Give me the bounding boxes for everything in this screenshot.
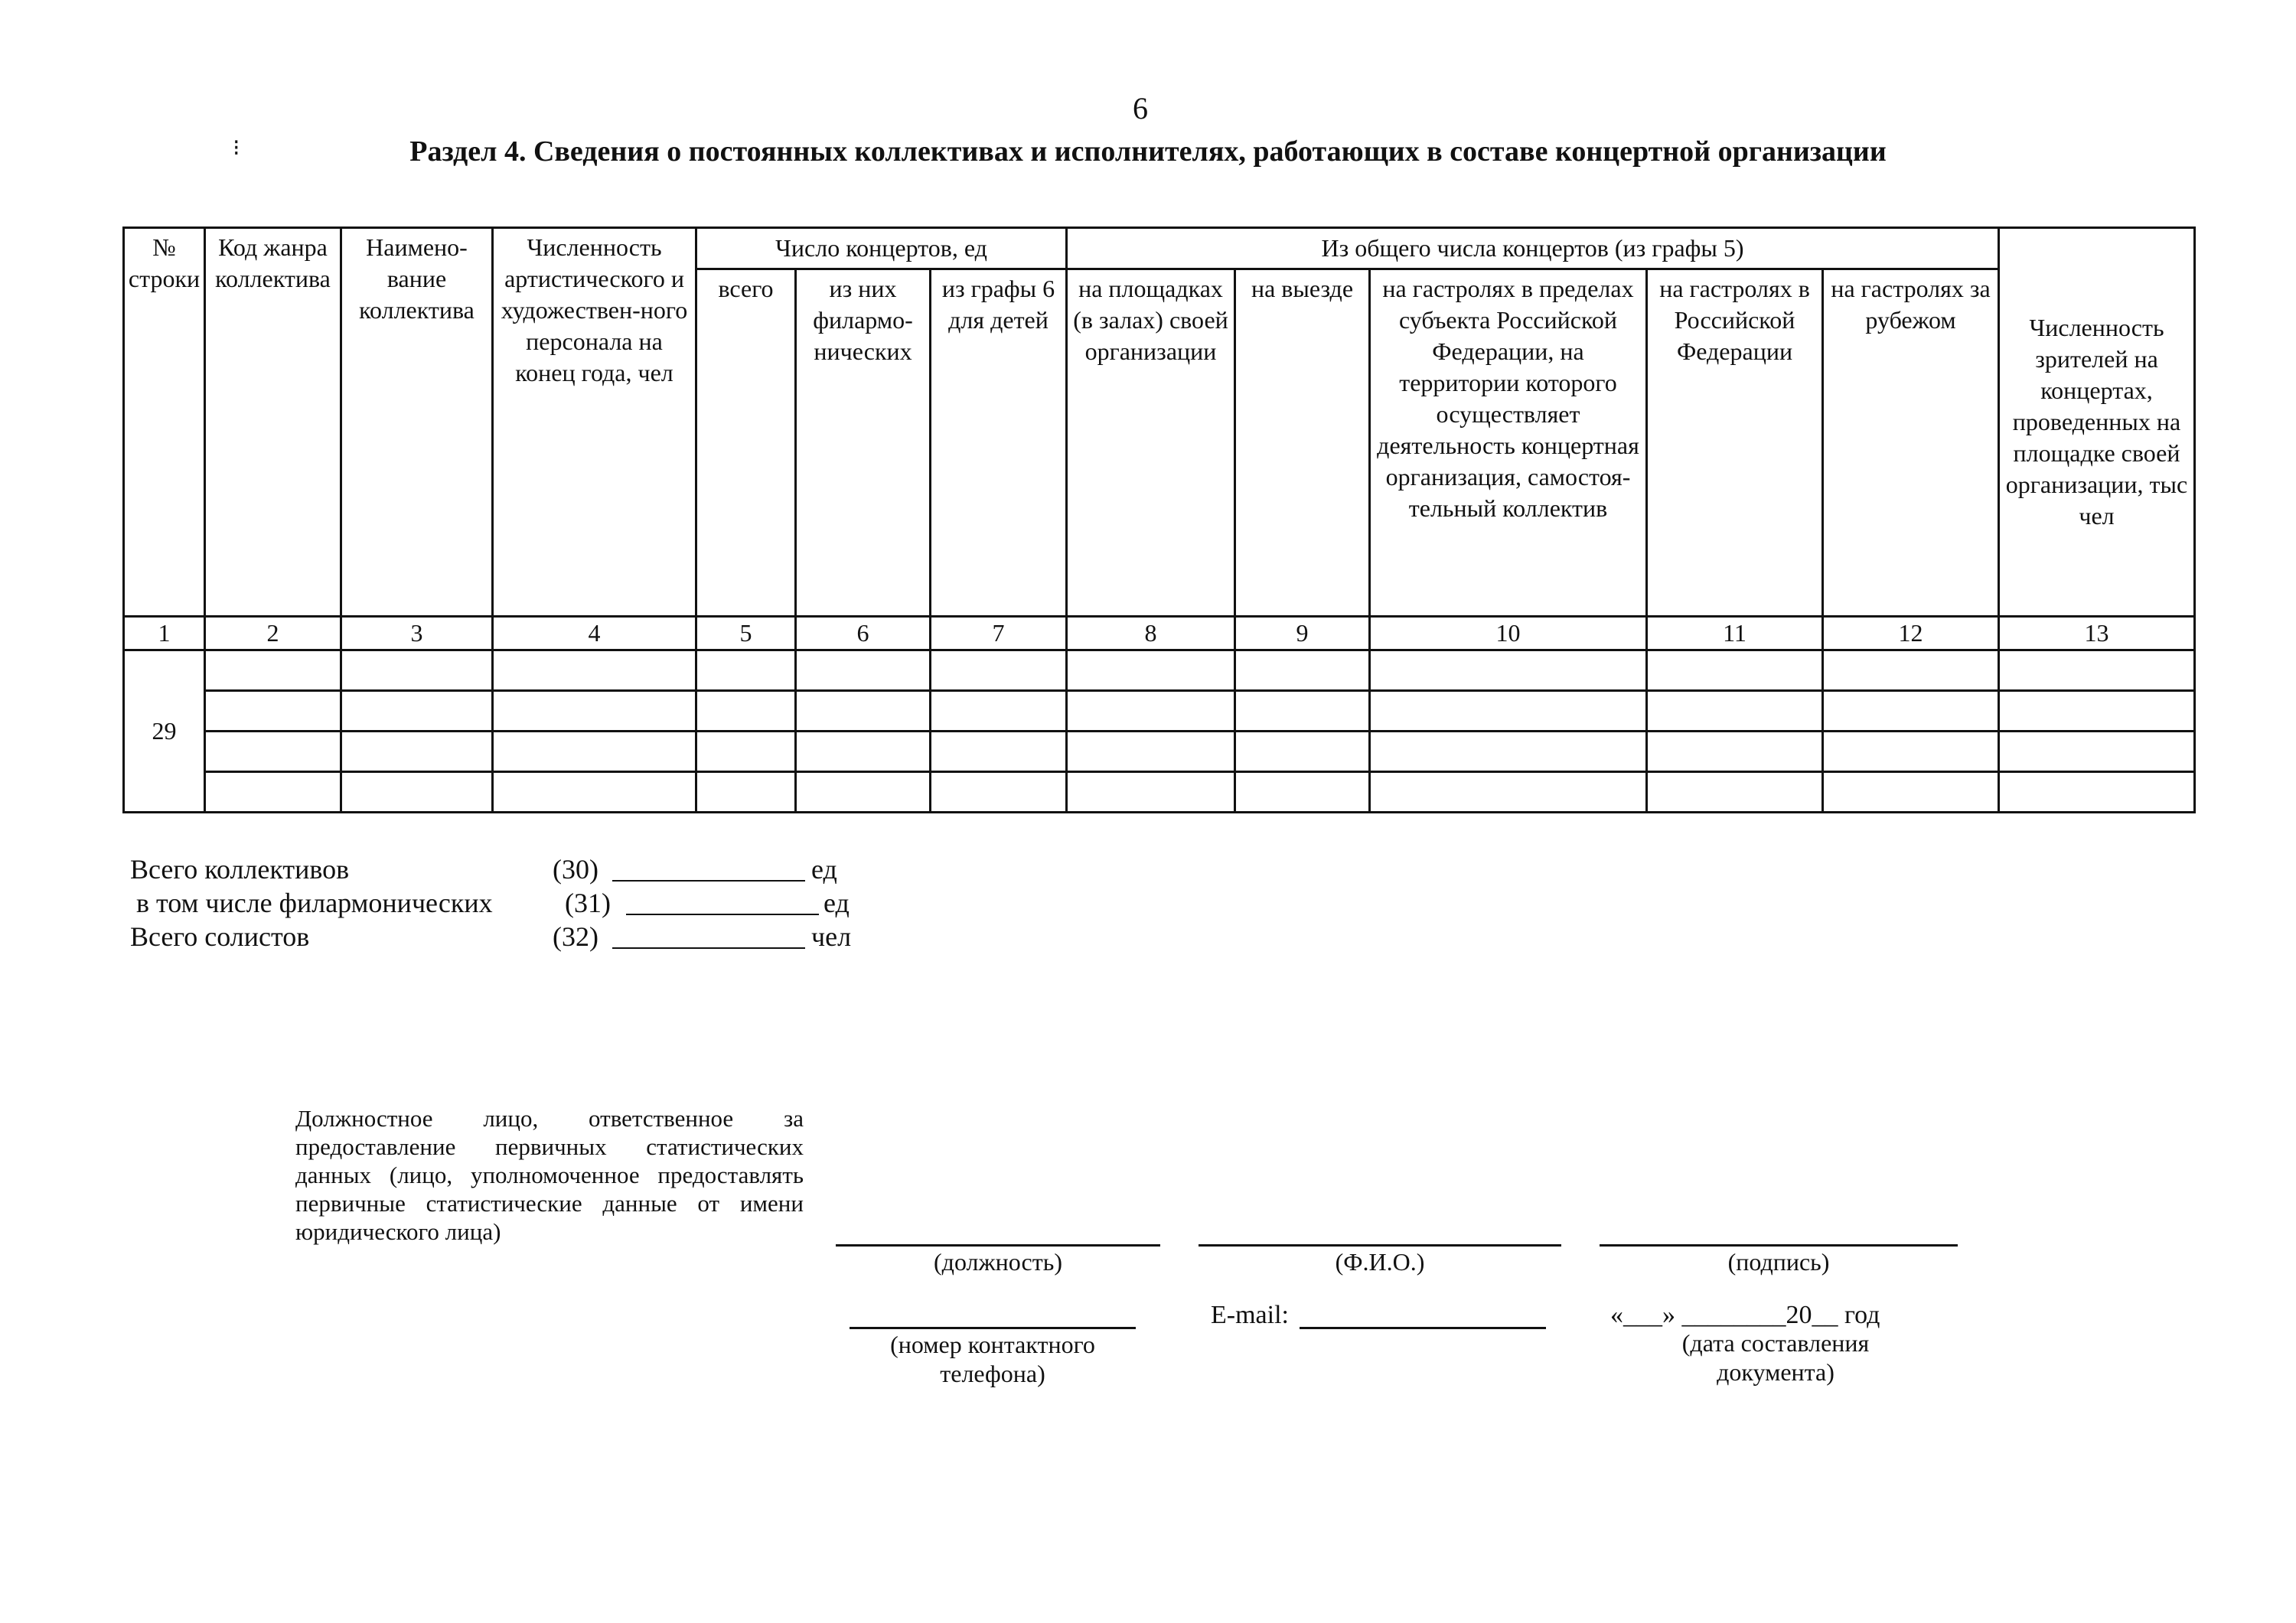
table-cell[interactable] <box>1647 650 1823 691</box>
table-cell[interactable] <box>796 732 931 772</box>
table-cell[interactable] <box>1823 772 1999 813</box>
table-cell[interactable] <box>341 772 493 813</box>
data-row-number: 29 <box>124 650 205 813</box>
table-cell[interactable] <box>1647 691 1823 732</box>
table-cell[interactable] <box>1370 772 1647 813</box>
column-number: 11 <box>1647 617 1823 650</box>
table-cell[interactable] <box>696 772 796 813</box>
collectives-table <box>122 227 2196 813</box>
summary-field-soloists[interactable] <box>612 920 805 949</box>
header-tours-region: на гастролях в пределах субъекта Российской Федерации, на территории которого осуществляет деятельность концертная организация, самостоя-тельный коллектив <box>1370 269 1647 617</box>
table-cell[interactable] <box>1370 650 1647 691</box>
table-cell[interactable] <box>1823 691 1999 732</box>
signature-caption: (подпись) <box>1727 1248 1830 1276</box>
table-cell[interactable] <box>341 732 493 772</box>
table-cell[interactable] <box>796 772 931 813</box>
responsible-person-text: Должностное лицо, ответственное за предоставление первичных статистических данных (лицо, уполномоченное предоставлять первичные статистические данные от имени юридического лица) <box>295 1105 804 1245</box>
column-number: 10 <box>1370 617 1647 650</box>
section-title: Раздел 4. Сведения о постоянных коллективах и исполнителях, работающих в составе концертной организации <box>409 135 1887 168</box>
column-number: 2 <box>205 617 341 650</box>
summary-code-soloists: (32) <box>553 921 598 952</box>
table-cell[interactable] <box>1999 650 2195 691</box>
header-audience: Численность зрителей на концертах, проведенных на площадке своей организации, тыс чел <box>1999 228 2195 617</box>
column-number: 5 <box>696 617 796 650</box>
table-cell[interactable] <box>493 772 696 813</box>
table-cell[interactable] <box>493 732 696 772</box>
table-cell[interactable] <box>1370 691 1647 732</box>
table-cell[interactable] <box>341 691 493 732</box>
margin-mark: ⁝ <box>233 135 240 161</box>
table-cell[interactable] <box>205 732 341 772</box>
table-cell[interactable] <box>1235 732 1370 772</box>
position-caption: (должность) <box>934 1248 1062 1276</box>
header-from-total-group: Из общего числа концертов (из графы 5) <box>1067 228 1999 269</box>
table-cell[interactable] <box>1067 691 1235 732</box>
table-cell[interactable] <box>1235 650 1370 691</box>
table-cell[interactable] <box>696 732 796 772</box>
table-cell[interactable] <box>1370 732 1647 772</box>
summary-label-collectives: Всего коллективов <box>130 854 350 885</box>
table-cell[interactable] <box>931 691 1067 732</box>
table-cell[interactable] <box>696 650 796 691</box>
table-cell[interactable] <box>1999 691 2195 732</box>
phone-line[interactable] <box>850 1327 1136 1329</box>
table-cell[interactable] <box>1999 772 2195 813</box>
table-cell[interactable] <box>1647 772 1823 813</box>
header-row-number: № строки <box>124 228 205 617</box>
summary-code-collectives: (30) <box>553 854 598 885</box>
table-cell[interactable] <box>1067 732 1235 772</box>
column-number: 7 <box>931 617 1067 650</box>
header-tours-abroad: на гастролях за рубежом <box>1823 269 1999 617</box>
table-cell[interactable] <box>205 772 341 813</box>
column-number: 9 <box>1235 617 1370 650</box>
table-cell[interactable] <box>1235 772 1370 813</box>
column-number: 4 <box>493 617 696 650</box>
summary-field-philharmonic[interactable] <box>626 886 819 915</box>
summary-field-collectives[interactable] <box>612 852 805 882</box>
column-number: 3 <box>341 617 493 650</box>
table-cell[interactable] <box>931 772 1067 813</box>
summary-unit-collectives: ед <box>811 854 837 885</box>
table-cell[interactable] <box>493 691 696 732</box>
position-line[interactable] <box>836 1244 1160 1247</box>
table-cell[interactable] <box>493 650 696 691</box>
header-staff-count: Численность артистического и художествен-ного персонала на конец года, чел <box>493 228 696 617</box>
table-cell[interactable] <box>1999 732 2195 772</box>
fio-line[interactable] <box>1199 1244 1561 1247</box>
table-cell[interactable] <box>796 691 931 732</box>
table-cell[interactable] <box>341 650 493 691</box>
header-for-children: из графы 6 для детей <box>931 269 1067 617</box>
column-number: 12 <box>1823 617 1999 650</box>
fio-caption: (Ф.И.О.) <box>1335 1248 1425 1276</box>
table-cell[interactable] <box>931 650 1067 691</box>
table-cell[interactable] <box>1823 732 1999 772</box>
table-cell[interactable] <box>205 650 341 691</box>
table-cell[interactable] <box>796 650 931 691</box>
header-genre-code: Код жанра коллектива <box>205 228 341 617</box>
header-total: всего <box>696 269 796 617</box>
header-philharmonic: из них филармо-нических <box>796 269 931 617</box>
summary-label-philharmonic: в том числе филармонических <box>136 888 493 918</box>
table-cell[interactable] <box>1823 650 1999 691</box>
summary-unit-soloists: чел <box>811 921 852 952</box>
header-away: на выезде <box>1235 269 1370 617</box>
table-cell[interactable] <box>1647 732 1823 772</box>
column-number: 13 <box>1999 617 2195 650</box>
table-cell[interactable] <box>931 732 1067 772</box>
page-number: 6 <box>1133 91 1148 125</box>
column-number: 6 <box>796 617 931 650</box>
table-cell[interactable] <box>1067 772 1235 813</box>
summary-unit-philharmonic: ед <box>823 888 850 918</box>
header-own-venues: на площадках (в залах) своей организации <box>1067 269 1235 617</box>
column-number: 8 <box>1067 617 1235 650</box>
table-cell[interactable] <box>1235 691 1370 732</box>
header-concerts-group: Число концертов, ед <box>696 228 1067 269</box>
table-cell[interactable] <box>1067 650 1235 691</box>
phone-caption: (номер контактного телефона) <box>890 1331 1095 1387</box>
header-collective-name: Наимено-вание коллектива <box>341 228 493 617</box>
column-number: 1 <box>124 617 205 650</box>
table-cell[interactable] <box>205 691 341 732</box>
table-cell[interactable] <box>696 691 796 732</box>
date-field[interactable]: «___» ________20__ год <box>1610 1301 1880 1329</box>
date-caption: (дата составления документа) <box>1681 1329 1870 1386</box>
email-label: E-mail: <box>1211 1301 1289 1329</box>
signature-line[interactable] <box>1600 1244 1958 1247</box>
email-field[interactable] <box>1300 1327 1546 1329</box>
summary-label-soloists: Всего солистов <box>130 921 310 952</box>
summary-code-philharmonic: (31) <box>565 888 611 918</box>
header-tours-rf: на гастролях в Российской Федерации <box>1647 269 1823 617</box>
